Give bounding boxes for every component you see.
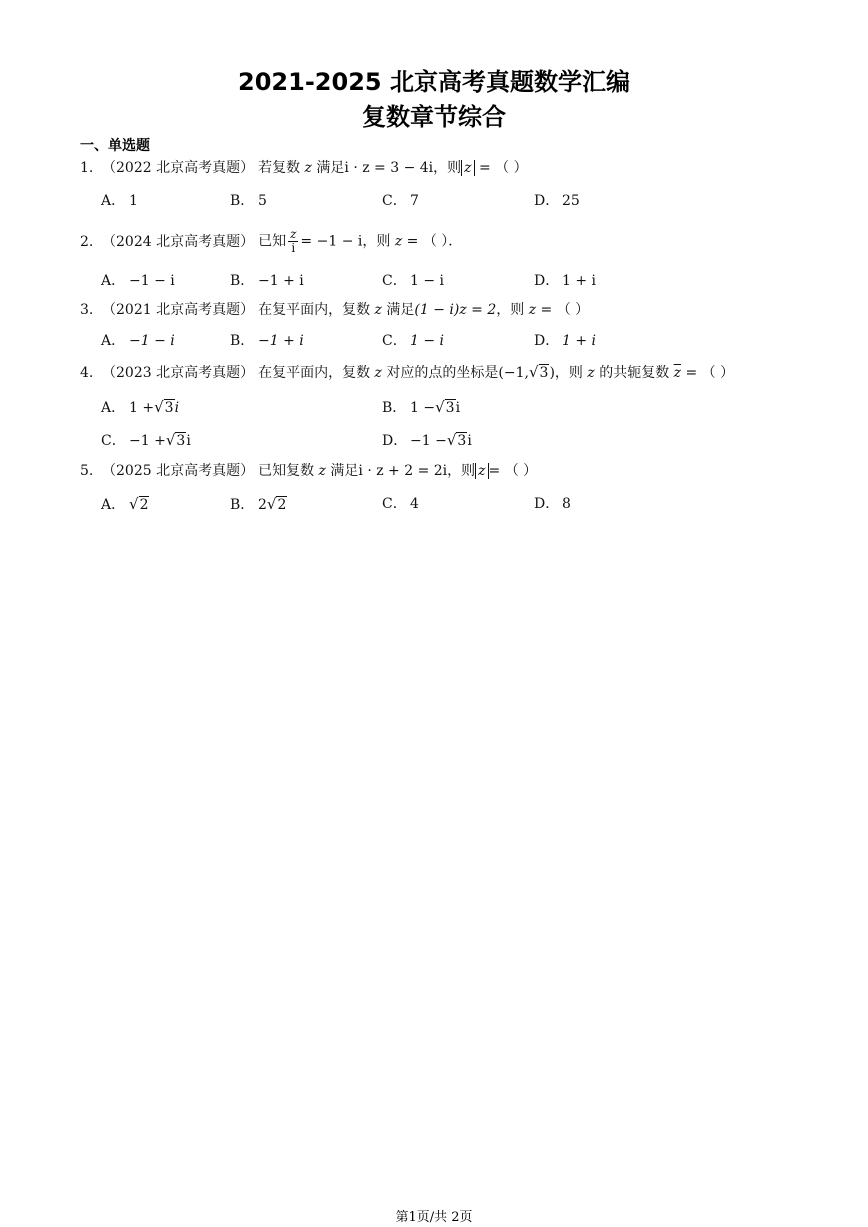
option-b[interactable] [230, 494, 287, 515]
option-c[interactable] [382, 191, 419, 211]
option-text: 7 [410, 193, 419, 209]
math-expression: i · z + 2 = 2i [358, 463, 448, 479]
question-text: 在复平面内，复数 [258, 365, 371, 381]
option-text: i [455, 400, 461, 416]
option-text: −1 − i [129, 333, 175, 349]
math-expression: = −1 − i [300, 233, 363, 250]
fraction-numerator: z [290, 227, 297, 241]
radicand: 3 [176, 433, 186, 449]
option-text: 1 + i [562, 333, 597, 349]
question-source: （2023 北京高考真题） [102, 365, 255, 381]
option-c[interactable] [101, 430, 191, 451]
sqrt-symbol: √3 [165, 431, 186, 449]
option-text: −1 − i [129, 273, 175, 289]
question-text: 满足 [386, 302, 415, 318]
option-d[interactable] [534, 191, 580, 211]
radicand: 2 [277, 497, 287, 513]
question-text: = （ ） [685, 365, 735, 381]
option-text: i [174, 400, 180, 416]
radicand: 2 [139, 497, 149, 513]
sqrt-symbol: √3 [154, 398, 174, 416]
question-text: ，则 [554, 365, 583, 381]
option-d[interactable] [382, 430, 472, 451]
option-a[interactable] [101, 191, 138, 211]
option-label: B． [230, 497, 255, 513]
sqrt-symbol: √2 [129, 495, 149, 513]
question-number: 5. [80, 463, 94, 479]
option-label: D． [382, 433, 408, 449]
question-text: = （ ） [488, 463, 538, 479]
option-label: B． [230, 193, 255, 209]
math-text: ) [549, 365, 555, 381]
question-text: ，则 [447, 463, 476, 479]
option-a[interactable] [101, 271, 175, 291]
math-variable: z [374, 302, 382, 318]
option-b[interactable] [230, 191, 267, 211]
question-text: 在复平面内，复数 [258, 302, 371, 318]
option-text: −1 + [129, 433, 166, 449]
question-text: 已知复数 [258, 463, 315, 479]
math-variable: z [374, 365, 382, 381]
option-c[interactable] [382, 494, 419, 514]
question-text: 已知 [258, 233, 287, 250]
option-c[interactable] [382, 271, 444, 291]
option-c[interactable] [382, 331, 444, 351]
question-text: = （ ） [479, 160, 528, 176]
option-text: i [186, 433, 191, 449]
option-text: 1 − i [410, 333, 445, 349]
option-label: A． [101, 273, 126, 289]
option-text: 1 − [410, 400, 436, 416]
option-label: C． [382, 496, 407, 512]
option-text: 5 [258, 193, 267, 209]
section-heading: 一、单选题 [80, 138, 150, 154]
question-number: 4. [80, 365, 94, 381]
math-variable: z [528, 302, 537, 318]
sqrt-symbol: √3 [435, 398, 455, 416]
option-label: A． [101, 333, 126, 349]
option-text: 8 [562, 496, 571, 512]
option-text: 2 [258, 497, 267, 513]
conjugate-variable: $\overline{z}$ [673, 365, 682, 381]
math-variable: z [587, 365, 595, 381]
option-label: A． [101, 193, 126, 209]
radicand: 3 [445, 400, 455, 416]
math-expression: i · z = 3 − 4i [344, 160, 434, 176]
question-text: 若复数 [258, 160, 301, 176]
option-label: C． [101, 433, 126, 449]
option-text: −1 + i [258, 273, 304, 289]
option-text: −1 + i [258, 333, 304, 349]
math-variable: z [394, 233, 403, 250]
option-text: 25 [562, 193, 580, 209]
math-absolute-value: z [475, 463, 488, 479]
question-number: 1. [80, 160, 94, 176]
option-text: −1 − [410, 433, 447, 449]
option-text: 1 [129, 193, 138, 209]
question-text: 满足 [316, 160, 345, 176]
question-text: 的共轭复数 [599, 365, 670, 381]
option-label: D． [534, 273, 560, 289]
option-label: B． [230, 273, 255, 289]
question-number: 2. [80, 233, 94, 250]
question-3 [80, 300, 589, 320]
option-text: 1 + i [562, 273, 597, 289]
document-title: 2021-2025 北京高考真题数学汇编 [238, 68, 630, 96]
option-label: B． [382, 400, 407, 416]
math-fraction [288, 228, 298, 255]
question-text: ，则 [362, 233, 391, 250]
option-text: 4 [410, 496, 419, 512]
option-label: C． [382, 273, 407, 289]
option-d[interactable] [534, 271, 596, 291]
option-a[interactable] [101, 397, 179, 418]
option-label: D． [534, 193, 560, 209]
page-footer: 第1页/共 2页 [395, 1210, 473, 1225]
question-source: （2025 北京高考真题） [102, 463, 255, 479]
document-subtitle: 复数章节综合 [362, 103, 506, 131]
option-d[interactable] [534, 331, 596, 351]
math-absolute-value: z [461, 160, 474, 176]
option-label: B． [230, 333, 255, 349]
option-label: D． [534, 333, 560, 349]
question-source: （2021 北京高考真题） [102, 302, 255, 318]
question-text: 对应的点的坐标是 [386, 365, 499, 381]
option-label: A． [101, 400, 126, 416]
option-text: 1 − i [410, 273, 445, 289]
question-text: = （ ）． [406, 233, 463, 250]
question-number: 3. [80, 302, 94, 318]
question-text: 满足 [330, 463, 359, 479]
option-a[interactable] [101, 331, 175, 351]
fraction-denominator: i [291, 241, 296, 255]
question-source: （2024 北京高考真题） [102, 233, 255, 250]
question-text: ，则 [496, 302, 525, 318]
radicand: 3 [457, 433, 467, 449]
option-d[interactable] [534, 494, 571, 514]
question-5 [80, 461, 537, 481]
question-4 [80, 362, 734, 383]
option-b[interactable] [230, 271, 304, 291]
question-text: ，则 [433, 160, 462, 176]
question-source: （2022 北京高考真题） [102, 160, 255, 176]
option-a[interactable] [101, 494, 149, 515]
option-label: A． [101, 497, 126, 513]
option-label: C． [382, 193, 407, 209]
option-text: 1 + [129, 400, 155, 416]
option-b[interactable] [230, 331, 304, 351]
option-text: i [467, 433, 472, 449]
option-b[interactable] [382, 397, 460, 418]
sqrt-symbol: √3 [528, 363, 549, 381]
sqrt-symbol: √3 [446, 431, 467, 449]
math-variable: z [304, 160, 312, 176]
math-variable: z [318, 463, 326, 479]
question-text: = （ ） [540, 302, 590, 318]
sqrt-symbol: √2 [266, 495, 287, 513]
radicand: 3 [539, 365, 549, 381]
math-expression: (1 − i)z = 2 [414, 302, 497, 318]
option-label: C． [382, 333, 407, 349]
question-2 [80, 228, 462, 255]
question-1 [80, 158, 528, 178]
math-expression [498, 365, 555, 381]
math-text: (−1, [498, 365, 529, 381]
radicand: 3 [164, 400, 174, 416]
option-label: D． [534, 496, 560, 512]
